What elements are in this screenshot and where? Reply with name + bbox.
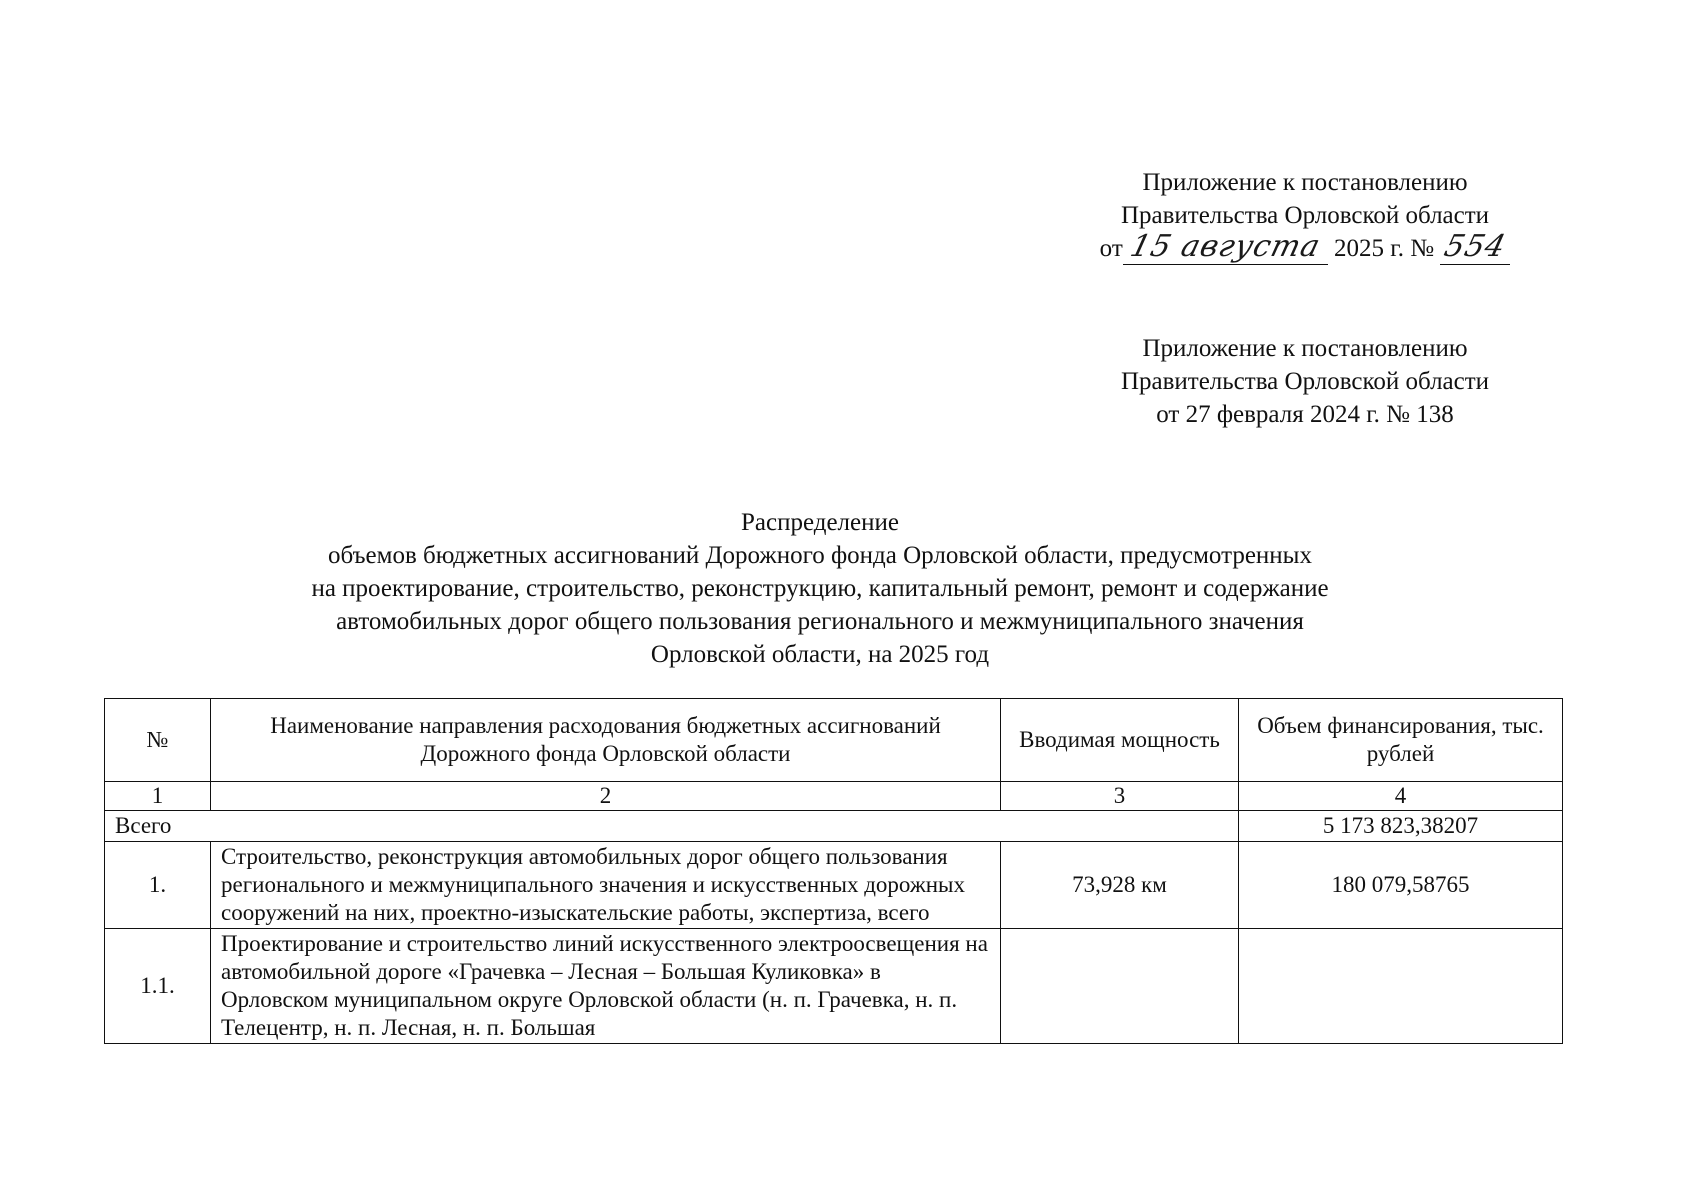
budget-table (104, 698, 1563, 1044)
appendix-old-line-1: Приложение к постановлению (1142, 335, 1468, 362)
row-funding: 180 079,58765 (1239, 842, 1563, 929)
appendix-old-line-3: от 27 февраля 2024 г. № 138 (1156, 401, 1454, 428)
appendix-current-decree (1080, 166, 1530, 265)
title-line-2: на проектирование, строительство, реконструкцию, капитальный ремонт, ремонт и содержание (311, 575, 1329, 602)
row-name: Строительство, реконструкция автомобильных дорог общего пользования регионального и межмуниципального значения и искусственных дорожных сооружений на них, проектно-изыскательские работы, экспертиза, всего (211, 842, 1001, 929)
title-line-4: Орловской области, на 2025 год (650, 641, 990, 668)
row-capacity (1001, 929, 1239, 1044)
year-and-number-label: 2025 г. № (1334, 235, 1435, 262)
row-num: 1.1. (105, 929, 211, 1044)
column-number: 1 (105, 782, 211, 811)
row-capacity: 73,928 км (1001, 842, 1239, 929)
row-name: Проектирование и строительство линий искусственного электроосвещения на автомобильной дороге «Грачевка – Лесная – Большая Куликовка» в Орловском муниципальном округе Орловской области (н. п. Грачевка, н. п. Телецентр, н. п. Лесная, н. п. Большая (211, 929, 1001, 1044)
table-row (105, 929, 1563, 1044)
row-num: 1. (105, 842, 211, 929)
table-row (105, 842, 1563, 929)
header-name: Наименование направления расходования бюджетных ассигнований Дорожного фонда Орловской области (211, 699, 1001, 782)
date-prefix: от (1099, 235, 1123, 262)
column-number: 3 (1001, 782, 1239, 811)
table-header-row (105, 699, 1563, 782)
total-label: Всего (105, 811, 1239, 842)
appendix-line-3 (1080, 229, 1530, 265)
appendix-original-decree (1080, 332, 1530, 431)
document-title (180, 506, 1460, 671)
column-number: 4 (1239, 782, 1563, 811)
header-num: № (105, 699, 211, 782)
appendix-line-1: Приложение к постановлению (1142, 169, 1468, 196)
title-line-1: объемов бюджетных ассигнований Дорожного фонда Орловской области, предусмотренных (328, 542, 1312, 569)
handwritten-date: 15 августа (1123, 232, 1328, 265)
title-heading: Распределение (741, 509, 899, 536)
appendix-old-line-2: Правительства Орловской области (1120, 368, 1490, 395)
column-number-row (105, 782, 1563, 811)
appendix-line-2: Правительства Орловской области (1120, 202, 1490, 229)
header-funding: Объем финансирования, тыс. рублей (1239, 699, 1563, 782)
total-funding: 5 173 823,38207 (1239, 811, 1563, 842)
title-line-3: автомобильных дорог общего пользования регионального и межмуниципального значения (336, 608, 1304, 635)
header-capacity: Вводимая мощность (1001, 699, 1239, 782)
column-number: 2 (211, 782, 1001, 811)
row-funding (1239, 929, 1563, 1044)
total-row (105, 811, 1563, 842)
handwritten-number: 554 (1440, 229, 1510, 264)
